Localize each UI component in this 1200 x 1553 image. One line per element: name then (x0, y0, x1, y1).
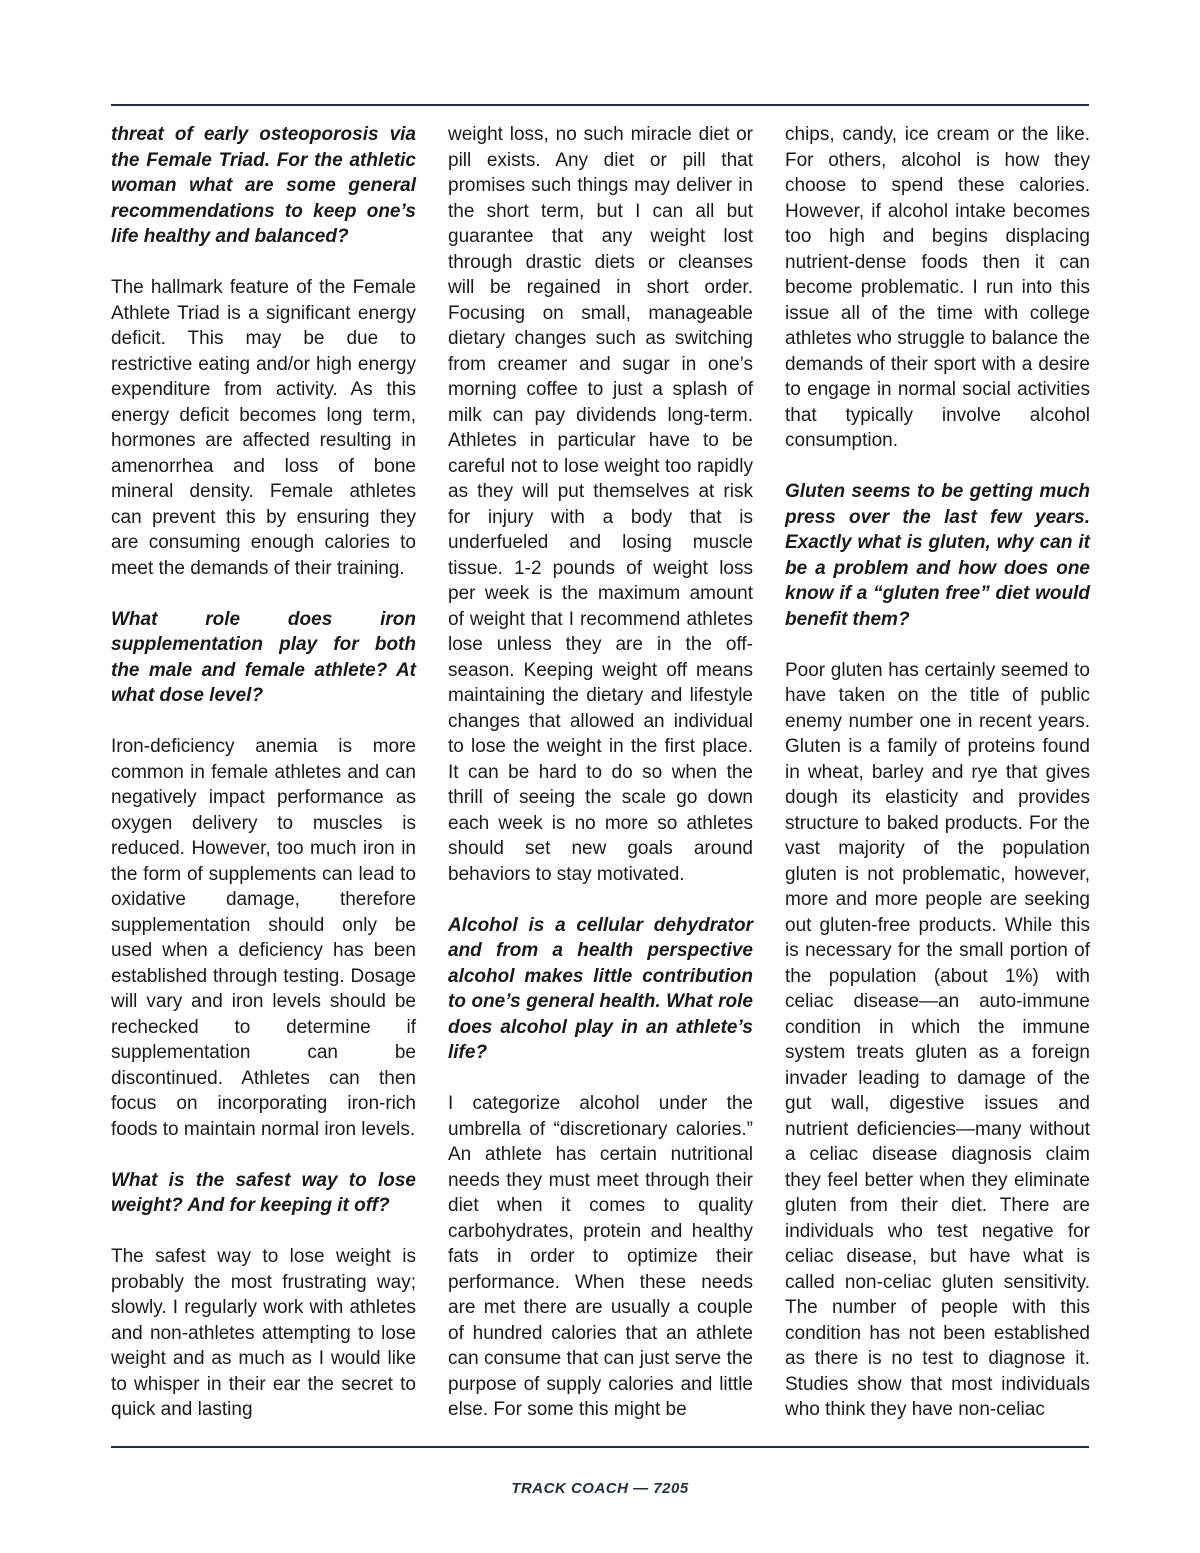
question-gluten: Gluten seems to be getting much press over the last few years. Exactly what is gluten, why can it be a problem and how does one know if a “gluten free” diet would benefit them? (785, 481, 1090, 630)
answer-female-athlete-triad: The hallmark feature of the Female Athlete Triad is a significant energy deficit. This may be due to restrictive eating and/or high energy expenditure from activity. As this energy deficit becomes long term, hormones are affected resulting in amenorrhea and loss of bone mineral density. Female athletes can prevent this by ensuring they are consuming enough calories to meet the demands of their training. (111, 277, 416, 579)
question-lose-weight: What is the safest way to lose weight? And for keeping it off? (111, 1169, 416, 1216)
answer-gluten: Poor gluten has certainly seemed to have taken on the title of public enemy number one in recent years. Gluten is a family of proteins found in wheat, barley and rye that gives dough its elasticity and provides structure to baked products. For the vast majority of the population gluten is not problematic, however, more and more people are seeking out gluten-free products. While this is necessary for the small portion of the population (about 1%) with celiac disease—an auto-immune condition in which the immune system treats gluten as a foreign invader leading to damage of the gut wall, digestive issues and nutrient deficiencies—many without a celiac disease diagnosis claim they feel better when they eliminate gluten from their diet. There are individuals who test negative for celiac disease, but have what is called non-celiac gluten sensitivity. The number of people with this condition has not been established as there is no test to diagnose it. Studies show that most individuals who think they have non-celiac (785, 659, 1090, 1420)
answer-lose-weight-start: The safest way to lose weight is probably the most frustrating way; slowly. I regularly work with athletes and non-athletes attempting to lose weight and as much as I would like to whisper in their ear the secret to quick and lasting (111, 1246, 416, 1420)
answer-iron-deficiency: Iron-deficiency anemia is more common in female athletes and can negatively impact performance as oxygen delivery to muscles is reduced. However, too much iron in the form of supplements can lead to oxidative damage, therefore supplementation should only be used when a deficiency has been established through testing. Dosage will vary and iron levels should be rechecked to determine if supplementation can be discontinued. Athletes can then focus on incorporating iron-rich foods to maintain normal iron levels. (111, 736, 416, 1140)
bottom-rule (111, 1446, 1089, 1448)
text-column-1 (111, 122, 416, 1423)
question-iron-supplementation: What role does iron supplementation play for both the male and female athlete? At what dose level? (111, 608, 416, 706)
question-alcohol: Alcohol is a cellular dehydrator and from a health perspective alcohol makes little contribution to one’s general health. What role does alcohol play in an athlete’s life? (448, 914, 753, 1063)
text-column-2 (448, 122, 753, 1423)
top-rule (111, 104, 1089, 106)
question-osteoporosis: threat of early osteoporosis via the Female Triad. For the athletic woman what are some general recommendations to keep one’s life healthy and balanced? (111, 124, 416, 247)
answer-alcohol-continued: chips, candy, ice cream or the like. For others, alcohol is how they choose to spend these calories. However, if alcohol intake becomes too high and begins displacing nutrient-dense foods then it can become problematic. I run into this issue all of the time with college athletes who struggle to balance the demands of their sport with a desire to engage in normal social activities that typically involve alcohol consumption. (785, 124, 1090, 451)
page-footer: TRACK COACH — 7205 (511, 1480, 689, 1497)
answer-alcohol-start: I categorize alcohol under the umbrella of “discretionary calories.” An athlete has certain nutritional needs they must meet through their diet when it comes to quality carbohydrates, protein and healthy fats in order to optimize their performance. When these needs are met there are usually a couple of hundred calories that an athlete can consume that can just serve the purpose of supply calories and little else. For some this might be (448, 1093, 753, 1420)
text-column-3 (785, 122, 1090, 1423)
answer-lose-weight-continued: weight loss, no such miracle diet or pill exists. Any diet or pill that promises such things may deliver in the short term, but I can all but guarantee that any weight lost through drastic diets or cleanses will be regained in short order. Focusing on small, manageable dietary changes such as switching from creamer and sugar in one’s morning coffee to just a splash of milk can pay dividends long-term. Athletes in particular have to be careful not to lose weight too rapidly as they will put themselves at risk for injury with a body that is underfueled and losing muscle tissue. 1-2 pounds of weight loss per week is the maximum amount of weight that I recommend athletes lose unless they are in the off-season. Keeping weight off means maintaining the dietary and lifestyle changes that allowed an individual to lose the weight in the first place. It can be hard to do so when the thrill of seeing the scale go down each week is no more so athletes should set new goals around behaviors to stay motivated. (448, 124, 753, 885)
